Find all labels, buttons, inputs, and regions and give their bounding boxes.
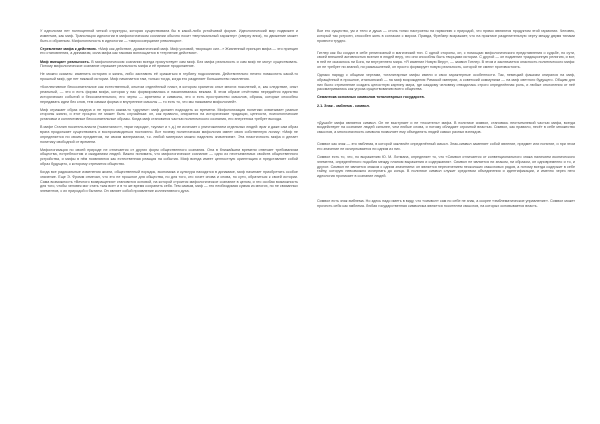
right-column bbox=[317, 29, 575, 212]
paragraph: Символ есть то, что, по выражению Ю. М. Лотмана, определяет то, что «Символ отличается от конвенционального знака наличием иконического элемента, определённого подобия между планом выражения и содержания». Символ не является ни знаком, ни образом, он одновременно и то, и другое. Символ не является знаком с одним значением: он является пересечением нескольких смысловых рядов, а потому всегда содержит в себе тайну, которую невозможно исчерпать до конца. В политике символ служит средством объединения и идентификации, и именно через него идеология проникает в сознание людей. bbox=[317, 155, 575, 179]
paragraph: Миф отражает образ лидера и не просто каким-то «другим»: миф должен подходить ко времени. Мифологизация политики охватывает разные стороны жизни, и этот процесс не может быть случайным: он, как правило, опирается на исторические традиции, ценности, психологические установки и коллективные бессознательные образы. Когда миф становится частью политического сознания, его энергетика требует выхода. bbox=[40, 107, 298, 122]
paragraph bbox=[40, 60, 298, 70]
paragraph: Все его существо, ум и тело и душа — столь тонко настроены на гармонию с природой, что прямо являются продуктом этой гармонии. Человек, который так устроен, способен жить в согласии с миром. Правда, Фрейзер возражает, что на практике разделительную черту между двумя типами провести трудно. bbox=[317, 29, 575, 43]
paragraph-lead: Миф вмещает реальность. bbox=[40, 59, 90, 64]
section-heading: Семантика основных символов тоталитарных государств. bbox=[317, 95, 425, 100]
paragraph: «Душой» мифа является символ. Он не выступает и не «носитель» мифа. В политике символ, становясь неотъемлемой частью мифа, всегда воздействует на сознание людей сильнее, чем любые слова, и потому обладает огромной властью. Символ, как правило, несёт в себе множество смыслов, а многозначность символа позволяет ему объединять людей самых разных взглядов. bbox=[317, 120, 575, 135]
paragraph: Гитлер как бы создал в себе религиозный и магический тип. С одной стороны, он, с помощью мифологического представления о судьбе, по сути, своей внешней активностью вселил в людей веру, что они способны быть творцами истории. С другой — он подменил традиционную религию, и вот, в ней не оказалось ни Бога, ни внутреннего мира. «Я изменил Новую Веру», — заявил Гитлер. В этом и заключается опасность политического мифа: он не требует ни знаний, ни размышлений, он просто формирует новую реальность, которой не смеют противостоять. bbox=[317, 50, 575, 69]
paragraph-lead: Стремление мифа к действию. bbox=[40, 46, 97, 51]
spacer bbox=[317, 112, 575, 121]
paragraph: У идеологии нет полноценной четкой структуры, которая существовала бы в какой-либо устойчивой форме. Идеологический мир подвижен и изменчив, как миф. Трансляция идеологии в мифологическом сознании обычно носит «вертикальный характер» (сверху вниз), но движение может быть и обратным. Мифологичность в идеологии — «миросозерцание революции». bbox=[40, 29, 298, 43]
paragraph: Символ есть знак эмблема. Но здесь надо иметь в виду, что «символ» сам по себе не знак, а скорее «эмблематическое управление». Символ может прочесть себя как эмблема. Любая государственная символика является носителем смыслов, на которых основывается власть. bbox=[317, 199, 575, 209]
paragraph: В мифе Сталин носитель власти («капиталист», «враг народа», «кулак» и т. д.) не исчезает с уничтожением отдельных людей: враг и даже сам образ врага продолжает существовать и воспроизводиться постоянно. Вот почему политическая мифология имеет свою собственную логику: «Миф не определяется ни своим предметом, ни своим материалом, т.к. любой материал можно наделить значением». Эта пластичность мифа и делает политику свободной от времени. bbox=[40, 125, 298, 144]
paragraph-body: В мифологическом сознании всегда присутствует сам миф. Без мифа реальность и сам миф не могут существовать. Потому мифологическое сознание отражает реальность мифа и её прямое продолжение. bbox=[40, 59, 298, 69]
left-column bbox=[40, 29, 298, 197]
paragraph-body: «Миф как действие, драматический миф. Миф условий, творящих сил...» Жизненный принцип мифа — это принцип его становления, а динамизм, сила мифа как таковая воплощается в «терпение действия». bbox=[40, 46, 298, 56]
paragraph: Не можно сказать: изменить историю и жизнь, либо заставить её сражаться в глубину подсознания. Действительно нечего помыслить какой-то прошлый миф, где нет никакой истории. Миф начинается там, только тогда, когда его разделяет большинство населения. bbox=[40, 72, 298, 82]
subsection-heading: 2.1. Знак - эмблема - символ. bbox=[317, 103, 370, 108]
paragraph bbox=[40, 47, 298, 57]
paragraph: «Коллективное бессознательное как естественный, опытом отделённый пласт, в котором хранится опыт многих поколений, и, как следствие, опыт реальный, — это и есть форма мифа, которая у нас формировалась и накапливалась веками. В этом образе отчётливо передаётся единство исторических событий и бессознательного, его черты — архетипы и символы, это и есть пространство смыслов, образы, которые способны передавать идеи без слов, тем самым форма и внутренние смыслы — то есть то, что мы называем мифологией». bbox=[40, 85, 298, 104]
paragraph: Символ как знак — это эмблема, в которой заключён определённый смысл. Знак-символ заменяет собой явление, предмет или понятие, и при этом его значение не исчерпывается ни одним из них. bbox=[317, 142, 575, 152]
paragraph: Однако наряду с общими чертами, тоталитарные мифы имели и свои характерные особенности. Так, немецкий фашизм опирался на миф, обращённый в прошлое, итальянский — на миф возрождения Римской империи, а советский коммунизм — на миф светлого будущего. Общим для них было стремление создать целостную картину мира, где каждому человеку отводилась строго определённая роль, и любые отклонения от неё рассматривались как угроза существованию всего общества. bbox=[317, 73, 575, 92]
paragraph: Когда все радикальные изменения жизни, общественный порядок, экономика и культура находятся в динамике, миф начинает приобретать особое значение. Еще Э. Фромм отмечал, что это не прошлое для общества, но для того, кто хочет снова и снова, по сути, обратиться к своей истории. Сама возможность «Вечного возвращения» становится основой, на которой строится мифологическое сознание в целом, и это особая возможность для того, чтобы человек мог стать «как все» и в то же время сохранить себя. Тем самым, миф — это необходимая сумма из многих, но не связанных элементов, с их природой и бытием. Он являет собой проявление коллективного духа. bbox=[40, 170, 298, 194]
paragraph: Мифологизация по своей природе не отличается от других форм общественного сознания. Она в ближайшем времени отвечает требованиям общества, потребностям и ожиданиям людей. Важно понимать, что мифологическое сознание — одно из неотъемлемых свойств общественного устройства, и мифы в нём появляются как естественная реакция на события. Миф всегда имеет ценностную ориентацию и представляет собой образ будущего, к которому стремится общество. bbox=[40, 147, 298, 166]
spacer bbox=[317, 182, 575, 199]
